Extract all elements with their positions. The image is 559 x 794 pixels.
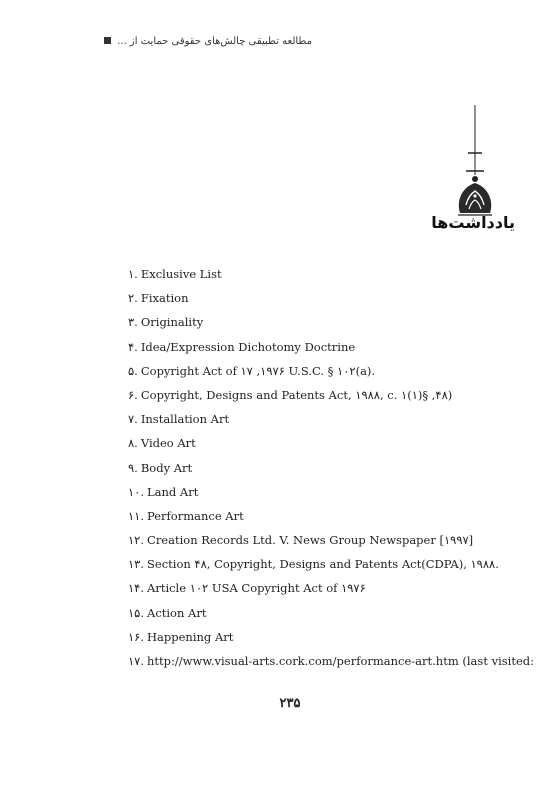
note-text: Idea/Expression Dichotomy Doctrine bbox=[140, 339, 356, 354]
note-number: ۴. bbox=[128, 339, 138, 354]
note-item bbox=[128, 601, 528, 625]
note-item bbox=[128, 335, 528, 359]
note-number: ۱۶. bbox=[128, 629, 145, 644]
note-item bbox=[128, 431, 528, 455]
note-text: Happening Art bbox=[147, 629, 234, 644]
note-number: ۱۲. bbox=[128, 533, 145, 548]
note-number: ۷. bbox=[128, 412, 138, 427]
note-number: ۲. bbox=[128, 291, 138, 306]
running-header: مطالعه تطبیقی چالش‌های حقوقی حمایت از ... bbox=[117, 36, 312, 47]
note-number: ۱. bbox=[128, 267, 138, 281]
note-text: Copyright, Designs and Patents Act, ۱۹۸۸, c. ۱(۱)§ ,۴۸) bbox=[140, 387, 453, 402]
note-item bbox=[128, 262, 528, 286]
note-number: ۹. bbox=[128, 460, 138, 475]
note-item bbox=[128, 383, 528, 407]
note-text: Video Art bbox=[140, 436, 196, 451]
note-number: ۸. bbox=[128, 436, 138, 451]
note-number: ۳. bbox=[128, 315, 138, 330]
note-item bbox=[128, 456, 528, 480]
note-item bbox=[128, 576, 528, 600]
notes-list bbox=[128, 262, 535, 673]
note-text: Originality bbox=[140, 315, 204, 330]
note-text: Creation Records Ltd. V. News Group Newspaper [۱۹۹۷] bbox=[147, 533, 474, 548]
note-item-link[interactable] bbox=[128, 649, 535, 673]
note-item bbox=[128, 480, 528, 504]
note-text[interactable]: http://www.visual-arts.cork.com/performance-art.htm (last visited: bbox=[147, 654, 535, 668]
note-item bbox=[128, 359, 528, 383]
header-square-icon bbox=[104, 37, 111, 44]
note-text: Land Art bbox=[147, 484, 199, 499]
note-item bbox=[128, 625, 528, 649]
note-number: ۱۵. bbox=[128, 605, 145, 620]
note-text: Exclusive List bbox=[140, 267, 222, 281]
note-number: ۱۳. bbox=[128, 557, 145, 572]
note-number: ۱۷. bbox=[128, 654, 145, 668]
note-item bbox=[128, 528, 528, 552]
note-text: Section ۴۸, Copyright, Designs and Patents Act(CDPA), ۱۹۸۸. bbox=[147, 557, 499, 572]
note-item bbox=[128, 407, 528, 431]
page-number: ۲۳۵ bbox=[279, 696, 301, 711]
note-item bbox=[128, 504, 528, 528]
note-number: ۱۱. bbox=[128, 508, 145, 523]
note-text: Article ۱۰۲ USA Copyright Act of ۱۹۷۶ bbox=[147, 581, 366, 596]
note-number: ۱۰. bbox=[128, 484, 145, 499]
note-text: Performance Art bbox=[147, 508, 244, 523]
ornament-icon bbox=[452, 105, 498, 223]
note-number: ۱۴. bbox=[128, 581, 145, 596]
note-text: Action Art bbox=[147, 605, 207, 620]
note-item bbox=[128, 552, 528, 576]
note-item bbox=[128, 310, 528, 334]
note-text: Installation Art bbox=[140, 412, 230, 427]
note-text: Body Art bbox=[140, 460, 193, 475]
note-text: Copyright Act of ۱۷ ,۱۹۷۶ U.S.C. § ۱۰۲(a). bbox=[140, 363, 376, 378]
note-number: ۶. bbox=[128, 387, 138, 402]
section-title: یادداشت‌ها bbox=[431, 213, 515, 232]
note-item bbox=[128, 286, 528, 310]
note-text: Fixation bbox=[140, 291, 189, 306]
note-number: ۵. bbox=[128, 363, 138, 378]
